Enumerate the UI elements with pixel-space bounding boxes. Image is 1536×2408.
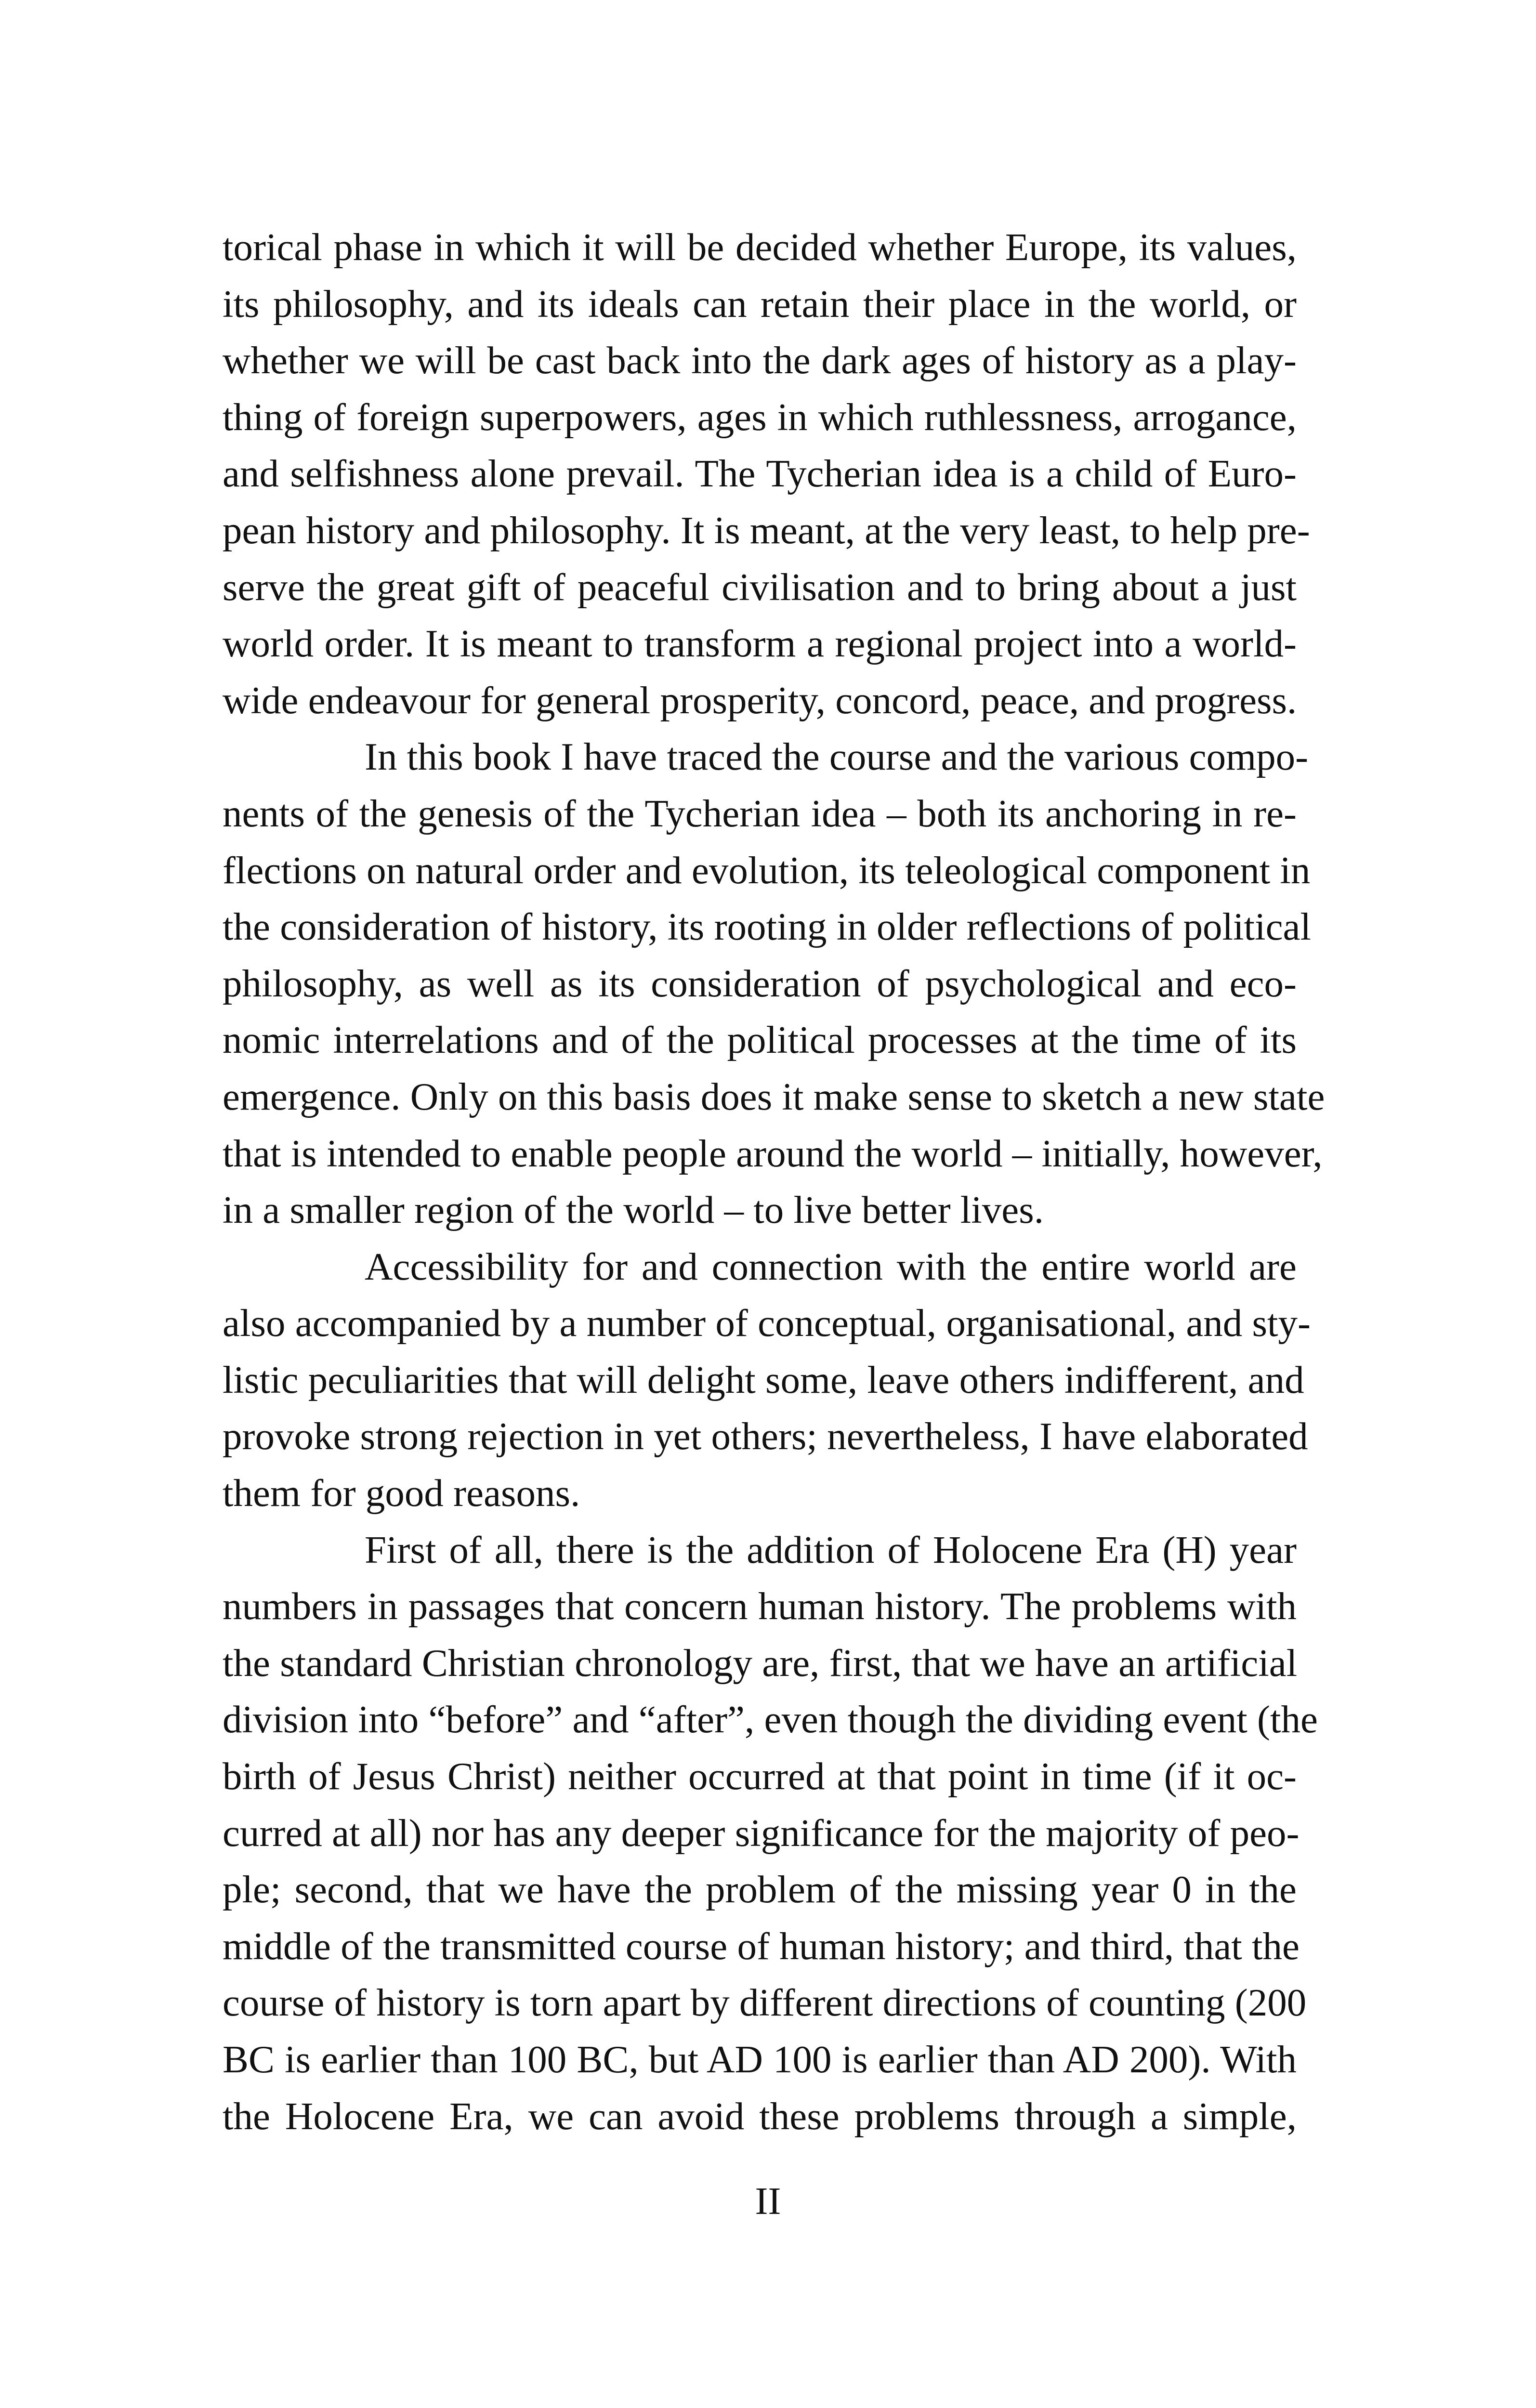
- text-line: Accessibility for and connection with the entire world are: [365, 1244, 1297, 1288]
- paragraph: [223, 219, 1310, 729]
- paragraph: [223, 1239, 1311, 1522]
- text-line: BC is earlier than 100 BC, but AD 100 is earlier than AD 200). With: [223, 2038, 1297, 2081]
- text-line: provoke strong rejection in yet others; nevertheless, I have elaborated: [223, 1414, 1308, 1458]
- text-line: In this book I have traced the course and the various compo-: [365, 735, 1309, 779]
- text-line: First of all, there is the addition of Holocene Era (H) year: [365, 1528, 1297, 1571]
- text-line: emergence. Only on this basis does it make sense to sketch a new state: [223, 1074, 1325, 1118]
- text-line: world order. It is meant to transform a regional project into a world-: [223, 622, 1297, 666]
- text-line: its philosophy, and its ideals can retain their place in the world, or: [223, 282, 1297, 326]
- text-line: in a smaller region of the world – to live better lives.: [223, 1188, 1044, 1232]
- text-line: flections on natural order and evolution, its teleological component in: [223, 848, 1311, 892]
- text-line: torical phase in which it will be decided whether Europe, its values,: [223, 225, 1297, 269]
- text-line: wide endeavour for general prosperity, concord, peace, and progress.: [223, 678, 1297, 722]
- text-line: middle of the transmitted course of human history; and third, that the: [223, 1924, 1300, 1968]
- text-line: course of history is torn apart by different directions of counting (200: [223, 1981, 1307, 2025]
- text-line: nomic interrelations and of the political processes at the time of its: [223, 1018, 1297, 1062]
- text-line: them for good reasons.: [223, 1471, 580, 1515]
- text-line: thing of foreign superpowers, ages in which ruthlessness, arrogance,: [223, 395, 1297, 439]
- page-number: II: [755, 2179, 781, 2223]
- paragraph: [223, 1522, 1318, 2145]
- text-line: listic peculiarities that will delight some, leave others indifferent, and: [223, 1358, 1304, 1401]
- body-text: [223, 219, 1325, 2145]
- text-line: ple; second, that we have the problem of the missing year 0 in the: [223, 1868, 1297, 1911]
- text-line: that is intended to enable people around the world – initially, however,: [223, 1131, 1323, 1175]
- text-line: nents of the genesis of the Tycherian idea – both its anchoring in re-: [223, 791, 1297, 835]
- text-line: numbers in passages that concern human history. The problems with: [223, 1584, 1297, 1628]
- text-line: birth of Jesus Christ) neither occurred at that point in time (if it oc-: [223, 1754, 1297, 1798]
- text-line: pean history and philosophy. It is meant, at the very least, to help pre-: [223, 508, 1310, 552]
- text-line: curred at all) nor has any deeper significance for the majority of peo-: [223, 1811, 1300, 1855]
- text-line: the standard Christian chronology are, first, that we have an artificial: [223, 1641, 1298, 1685]
- text-line: philosophy, as well as its consideration of psychological and eco-: [223, 961, 1297, 1005]
- text-line: division into “before” and “after”, even though the dividing event (the: [223, 1698, 1318, 1741]
- paragraph: [223, 729, 1325, 1238]
- text-line: whether we will be cast back into the dark ages of history as a play-: [223, 339, 1297, 382]
- text-line: serve the great gift of peaceful civilisation and to bring about a just: [223, 565, 1297, 609]
- text-line: also accompanied by a number of conceptual, organisational, and sty-: [223, 1301, 1311, 1345]
- text-line: the consideration of history, its rooting in older reflections of political: [223, 905, 1311, 949]
- text-line: and selfishness alone prevail. The Tycherian idea is a child of Euro-: [223, 452, 1297, 496]
- text-line: the Holocene Era, we can avoid these problems through a simple,: [223, 2094, 1297, 2138]
